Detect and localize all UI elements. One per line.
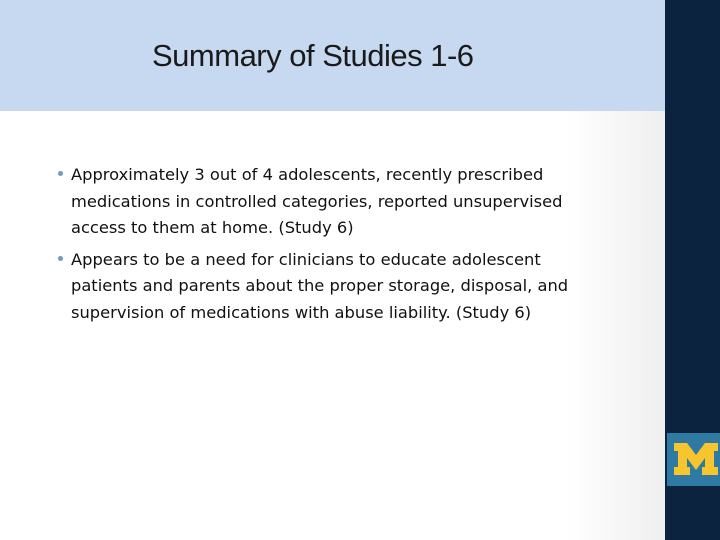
bullet-text-line: medications in controlled categories, reported unsupervised [71, 191, 563, 211]
bullet-item [58, 247, 568, 327]
bullet-list [58, 162, 568, 331]
bullet-text-line: Approximately 3 out of 4 adolescents, recently prescribed [71, 165, 544, 184]
bullet-text-line: Appears to be a need for clinicians to educate adolescent [71, 249, 541, 269]
block-m-icon [674, 443, 718, 475]
bullet-text-line: supervision of medications with abuse liability. (Study 6) [71, 302, 532, 322]
bullet-text-line: access to them at home. (Study 6) [71, 218, 354, 237]
bullet-item [58, 162, 568, 242]
bullet-text-line: patients and parents about the proper storage, disposal, and [71, 276, 569, 295]
slide-title: Summary of Studies 1-6 [152, 38, 474, 73]
bullet-dot-icon [58, 171, 63, 176]
university-logo [667, 433, 720, 486]
bullet-dot-icon [58, 256, 63, 261]
title-band [0, 0, 665, 111]
